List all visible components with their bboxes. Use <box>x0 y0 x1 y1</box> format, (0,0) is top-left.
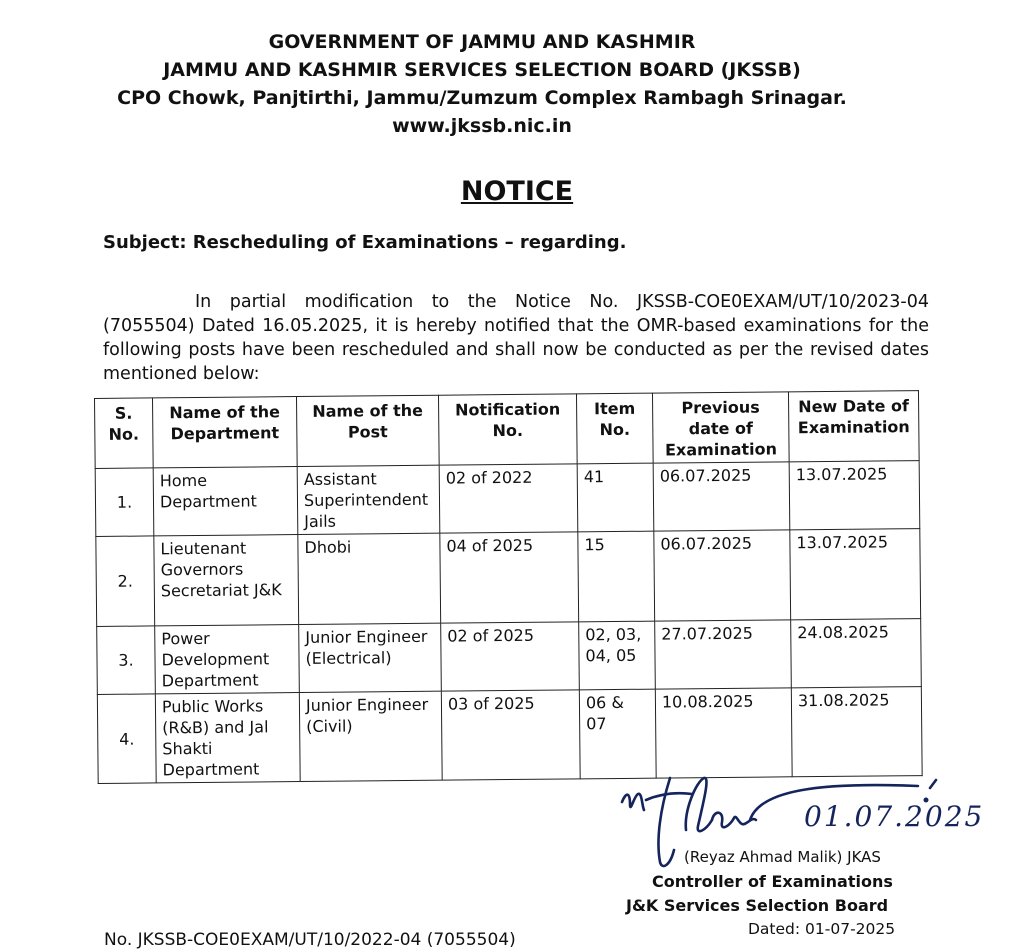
cell-post: Junior Engineer (Electrical) <box>299 623 442 692</box>
subject-line: Subject: Rescheduling of Examinations – regarding. <box>103 232 627 253</box>
signer-name: (Reyaz Ahmad Malik) JKAS <box>684 848 881 866</box>
cell-item: 02, 03, 04, 05 <box>579 621 656 690</box>
cell-notification: 02 of 2025 <box>441 622 580 691</box>
header-post: Name of the Post <box>296 395 439 466</box>
cell-previous-date: 27.07.2025 <box>655 620 792 689</box>
cell-department: Lieutenant Governors Secretariat J&K <box>154 535 299 626</box>
table-row <box>96 529 921 627</box>
cell-notification: 04 of 2025 <box>440 532 579 623</box>
cell-sno: 3. <box>97 626 156 695</box>
cell-post: Dhobi <box>298 533 441 624</box>
reference-number: No. JKSSB-COE0EXAM/UT/10/2022-04 (7055504) <box>104 930 516 950</box>
notice-paragraph <box>103 290 929 386</box>
signed-date: Dated: 01-07-2025 <box>748 920 896 938</box>
header-department: Name of the Department <box>153 397 298 468</box>
cell-department: Public Works (R&B) and Jal Shakti Department <box>155 693 300 783</box>
cell-new-date: 31.08.2025 <box>791 687 922 777</box>
signer-designation: Controller of Examinations <box>652 872 893 891</box>
cell-sno: 2. <box>96 536 155 627</box>
notice-title: NOTICE <box>460 176 574 207</box>
cell-post: Assistant Superintendent Jails <box>297 465 440 534</box>
table-row <box>97 687 922 784</box>
cell-new-date: 13.07.2025 <box>789 461 920 530</box>
cell-notification: 03 of 2025 <box>441 690 580 780</box>
rescheduled-exams-table <box>94 390 923 784</box>
header-new-date: New Date of Examination <box>788 391 919 462</box>
cell-department: Home Department <box>153 467 298 536</box>
cell-sno: 1. <box>95 468 154 537</box>
board-website: www.jkssb.nic.in <box>392 115 572 137</box>
cell-previous-date: 06.07.2025 <box>654 530 791 621</box>
government-title: GOVERNMENT OF JAMMU AND KASHMIR <box>268 31 696 53</box>
board-address: CPO Chowk, Panjtirthi, Jammu/Zumzum Complex Rambagh Srinagar. <box>117 87 847 109</box>
table-row <box>95 461 920 537</box>
cell-post: Junior Engineer (Civil) <box>299 691 442 781</box>
cell-item: 41 <box>577 463 654 532</box>
handwritten-date: 01.07.2025 <box>804 800 985 833</box>
cell-sno: 4. <box>97 694 156 784</box>
notice-paragraph-text: In partial modification to the Notice No. JKSSB-COE0EXAM/UT/10/2023-04 (7055504) Dated 16.05.2025, it is hereby notified that the OMR-based examinations for the following posts have been rescheduled and shall now be conducted as per the revised dates mentioned below: <box>103 292 929 384</box>
cell-new-date: 13.07.2025 <box>790 529 921 620</box>
cell-previous-date: 06.07.2025 <box>653 462 790 531</box>
cell-notification: 02 of 2022 <box>439 464 578 533</box>
cell-previous-date: 10.08.2025 <box>655 688 792 778</box>
letterhead <box>0 28 964 140</box>
header-sno: S. No. <box>95 398 154 469</box>
cell-item: 06 & 07 <box>579 689 656 779</box>
table-row <box>97 619 922 695</box>
header-notification: Notification No. <box>438 394 577 465</box>
table-header-row <box>95 391 920 469</box>
cell-new-date: 24.08.2025 <box>791 619 922 688</box>
cell-department: Power Development Department <box>155 625 300 694</box>
signature-block <box>600 770 985 946</box>
board-title: JAMMU AND KASHMIR SERVICES SELECTION BOARD (JKSSB) <box>163 59 801 81</box>
header-item: Item No. <box>576 393 653 464</box>
cell-item: 15 <box>578 531 655 622</box>
signer-board: J&K Services Selection Board <box>626 896 889 915</box>
header-previous-date: Previous date of Examination <box>652 392 789 463</box>
